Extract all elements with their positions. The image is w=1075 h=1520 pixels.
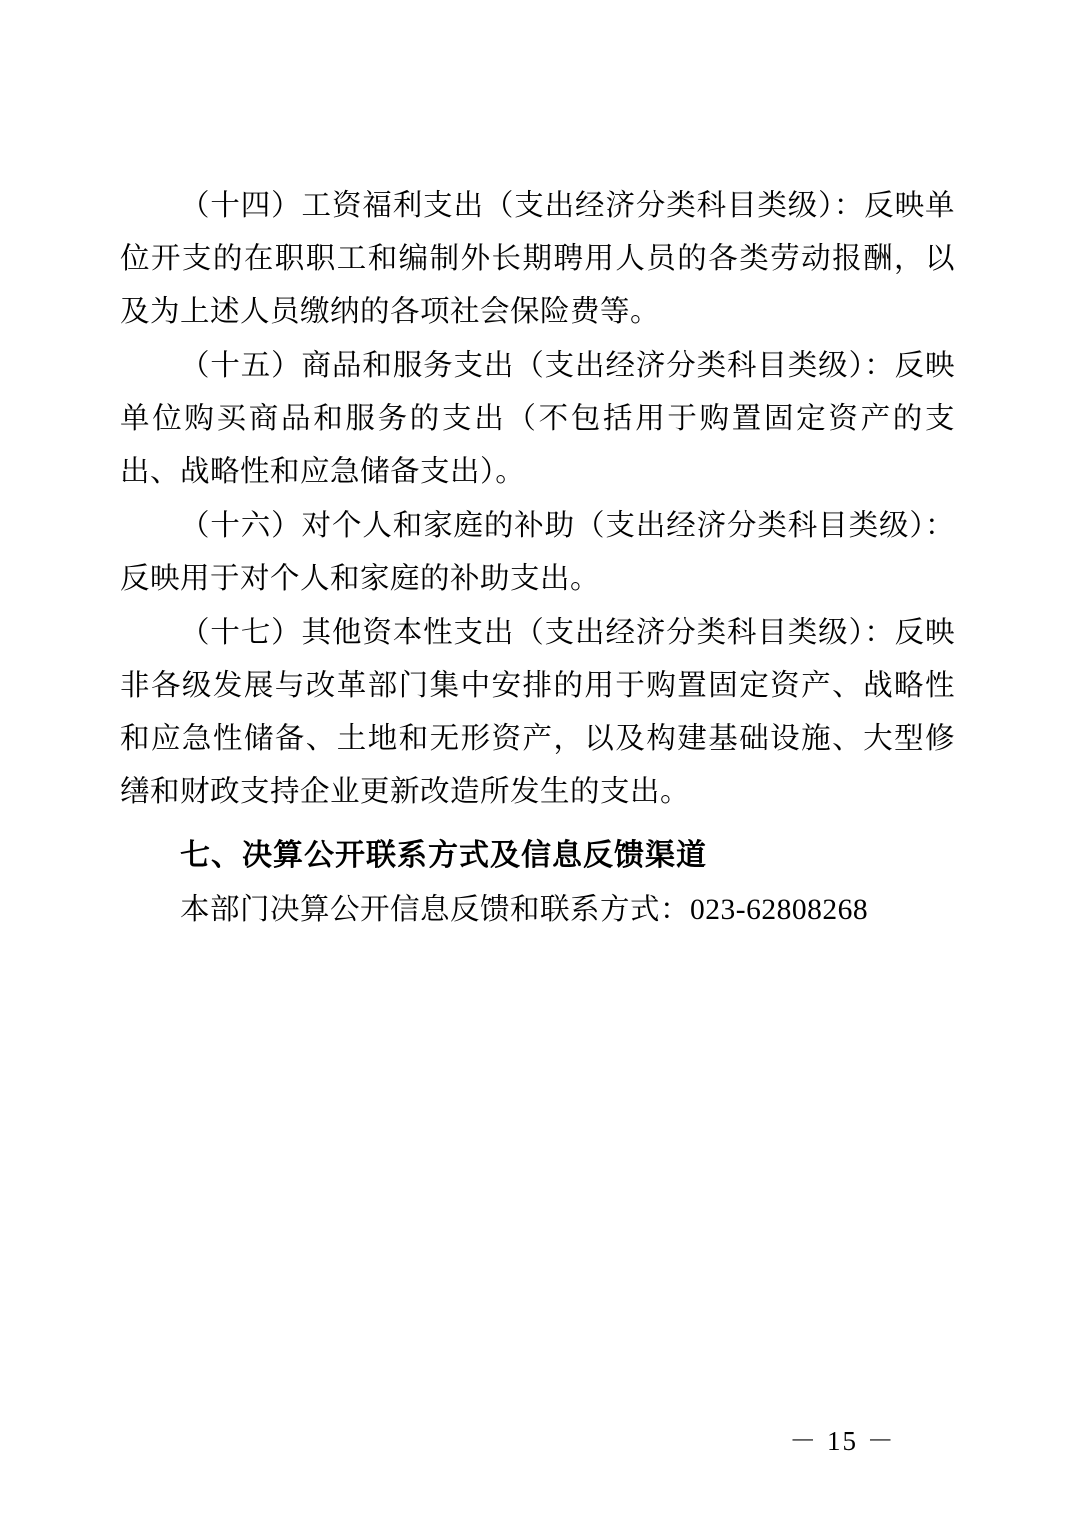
page-number bbox=[0, 1419, 1075, 1458]
contact-info-line: 本部门决算公开信息反馈和联系方式：023-62808268 bbox=[180, 894, 869, 926]
paragraph-14: （十四）工资福利支出（支出经济分类科目类级）：反映单位开支的在职职工和编制外长期聘用人员的各类劳动报酬，以及为上述人员缴纳的各项社会保险费等。 bbox=[120, 190, 955, 328]
section-heading-seven: 七、决算公开联系方式及信息反馈渠道 bbox=[180, 838, 707, 873]
page-number-text: － 15 － bbox=[789, 1426, 896, 1456]
paragraph-16: （十六）对个人和家庭的补助（支出经济分类科目类级）：反映用于对个人和家庭的补助支出。 bbox=[120, 510, 955, 595]
paragraph-15: （十五）商品和服务支出（支出经济分类科目类级）：反映单位购买商品和服务的支出（不包括用于购置固定资产的支出、战略性和应急储备支出）。 bbox=[120, 350, 955, 488]
paragraph-17: （十七）其他资本性支出（支出经济分类科目类级）：反映非各级发展与改革部门集中安排的用于购置固定资产、战略性和应急性储备、土地和无形资产，以及构建基础设施、大型修缮和财政支持企业更新改造所发生的支出。 bbox=[120, 617, 955, 808]
